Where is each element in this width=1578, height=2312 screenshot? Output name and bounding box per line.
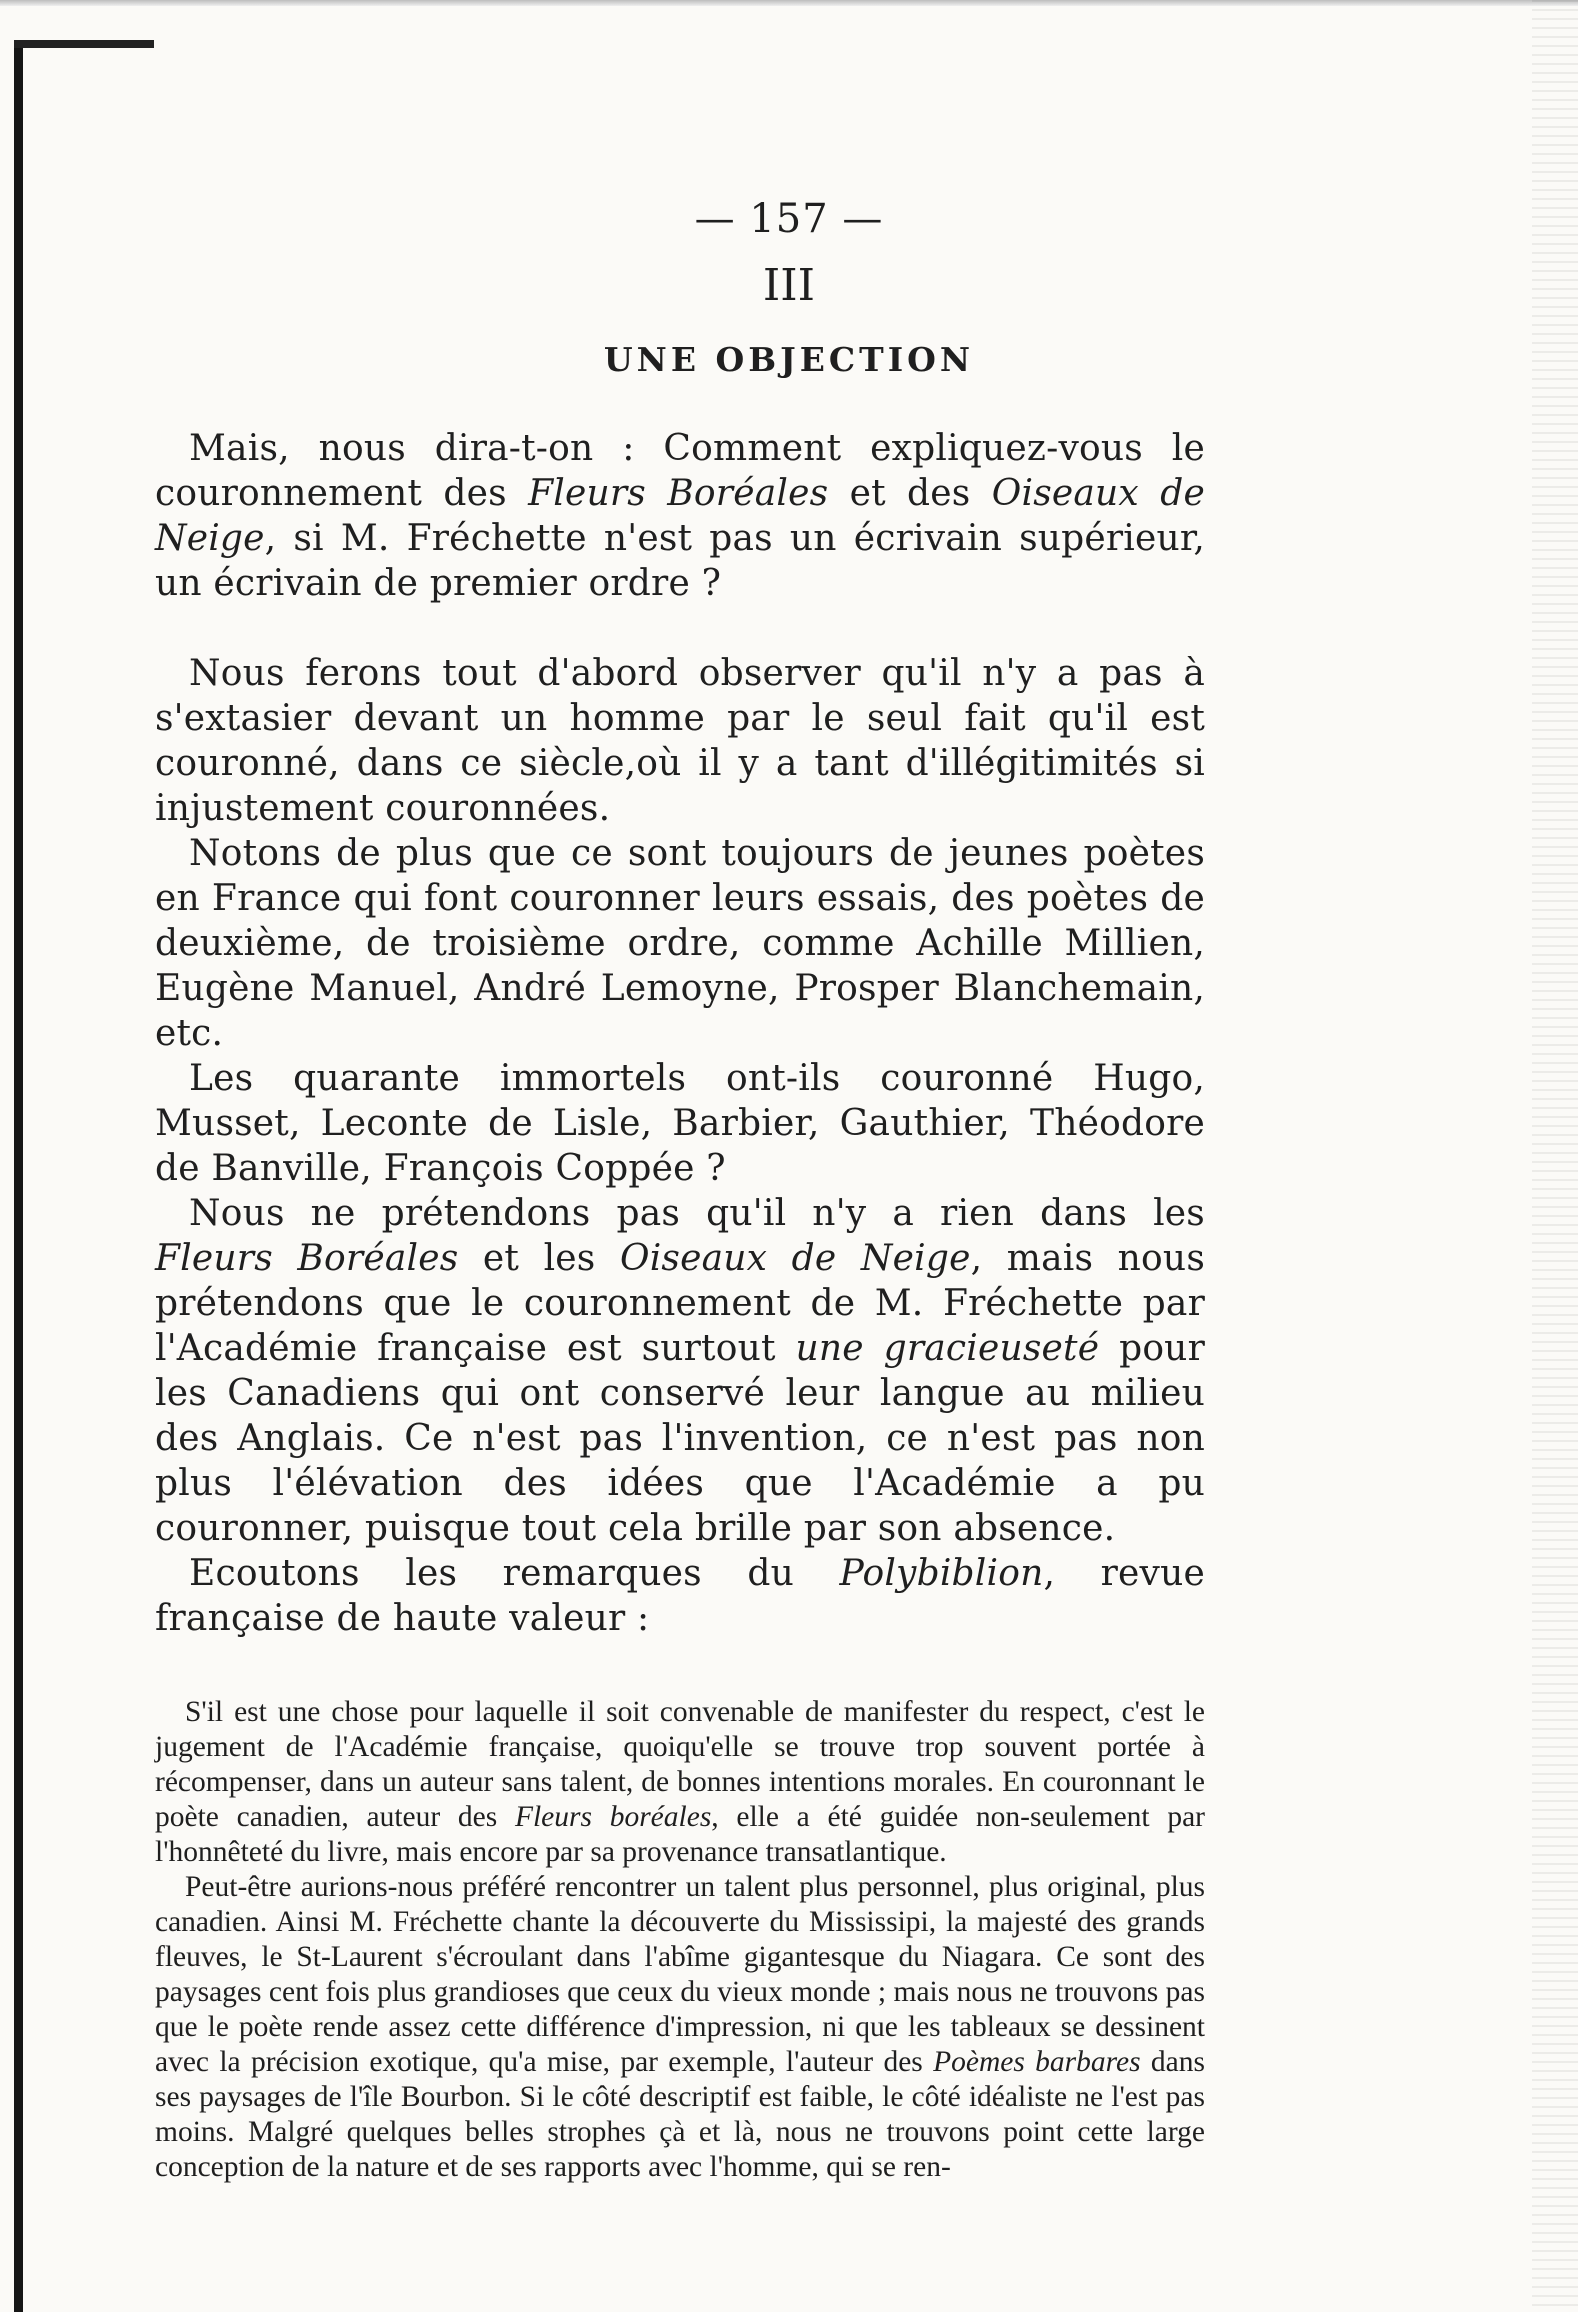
body-text [155, 426, 1205, 2185]
chapter-number: III [762, 260, 816, 311]
quote-paragraph: S'il est une chose pour laquelle il soit convenable de manifester du respect, c'est le jugement de l'Académie française, quoiqu'elle se trouve trop souvent portée à récompenser, dans un auteur sans talent, de bonnes intentions morales. En couronnant le poète canadien, auteur des Fleurs boréales, elle a été guidée non-seulement par l'honnêteté du livre, mais encore par sa provenance transatlantique. [155, 1696, 1205, 1868]
quote-paragraph: Peut-être aurions-nous préféré rencontrer un talent plus personnel, plus original, plus canadien. Ainsi M. Fréchette chante la découverte du Mississipi, la majesté des grands fleuves, le St-Laurent s'écroulant dans l'abîme gigantesque du Niagara. Ce sont des paysages cent fois plus grandioses que ceux du vieux monde ; mais nous ne trouvons pas que le poète rende assez cette différence d'impression, ni que les tableaux se dessinent avec la précision exotique, qu'a mise, par exemple, l'auteur des Poèmes barbares dans ses paysages de l'île Bourbon. Si le côté descriptif est faible, le côté idéaliste ne l'est pas moins. Malgré quelques belles strophes çà et là, nous ne trouvons point cette large conception de la nature et de ses rapports avec l'homme, qui se ren- [155, 1871, 1205, 2183]
binding-shadow [14, 40, 23, 2312]
chapter-title: UNE OBJECTION [603, 340, 975, 379]
page-top-edge [0, 0, 1578, 6]
page-number: — 157 — [694, 196, 884, 242]
paragraph: Notons de plus que ce sont toujours de jeunes poètes en France qui font couronner leurs essais, des poètes de deuxième, de troisième ordre, comme Achille Millien, Eugène Manuel, André Lemoyne, Prosper Blanchemain, etc. [155, 833, 1205, 1054]
paragraph: Nous ferons tout d'abord observer qu'il n'y a pas à s'extasier devant un homme par le seul fait qu'il est couronné, dans ce siècle,où il y a tant d'illégitimités si injustement couronnées. [155, 653, 1205, 829]
binding-corner [14, 40, 154, 48]
paragraph: Ecoutons les remarques du Polybiblion, revue française de haute valeur : [155, 1553, 1205, 1639]
paragraph: Mais, nous dira-t-on : Comment expliquez-vous le couronnement des Fleurs Boréales et des Oiseaux de Neige, si M. Fréchette n'est pas un écrivain supérieur, un écrivain de premier ordre ? [155, 428, 1205, 604]
paragraph-gap [155, 606, 1205, 651]
paragraph: Nous ne prétendons pas qu'il n'y a rien dans les Fleurs Boréales et les Oiseaux de Neige, mais nous prétendons que le couronnement de M. Fréchette par l'Académie française est surtout une gracieuseté pour les Canadiens qui ont conservé leur langue au milieu des Anglais. Ce n'est pas l'invention, ce n'est pas non plus l'élévation des idées que l'Académie a pu couronner, puisque tout cela brille par son absence. [155, 1193, 1205, 1549]
block-quote [155, 1695, 1205, 2185]
paragraph: Les quarante immortels ont-ils couronné Hugo, Musset, Leconte de Lisle, Barbier, Gauthier, Théodore de Banville, François Coppée ? [155, 1058, 1205, 1189]
